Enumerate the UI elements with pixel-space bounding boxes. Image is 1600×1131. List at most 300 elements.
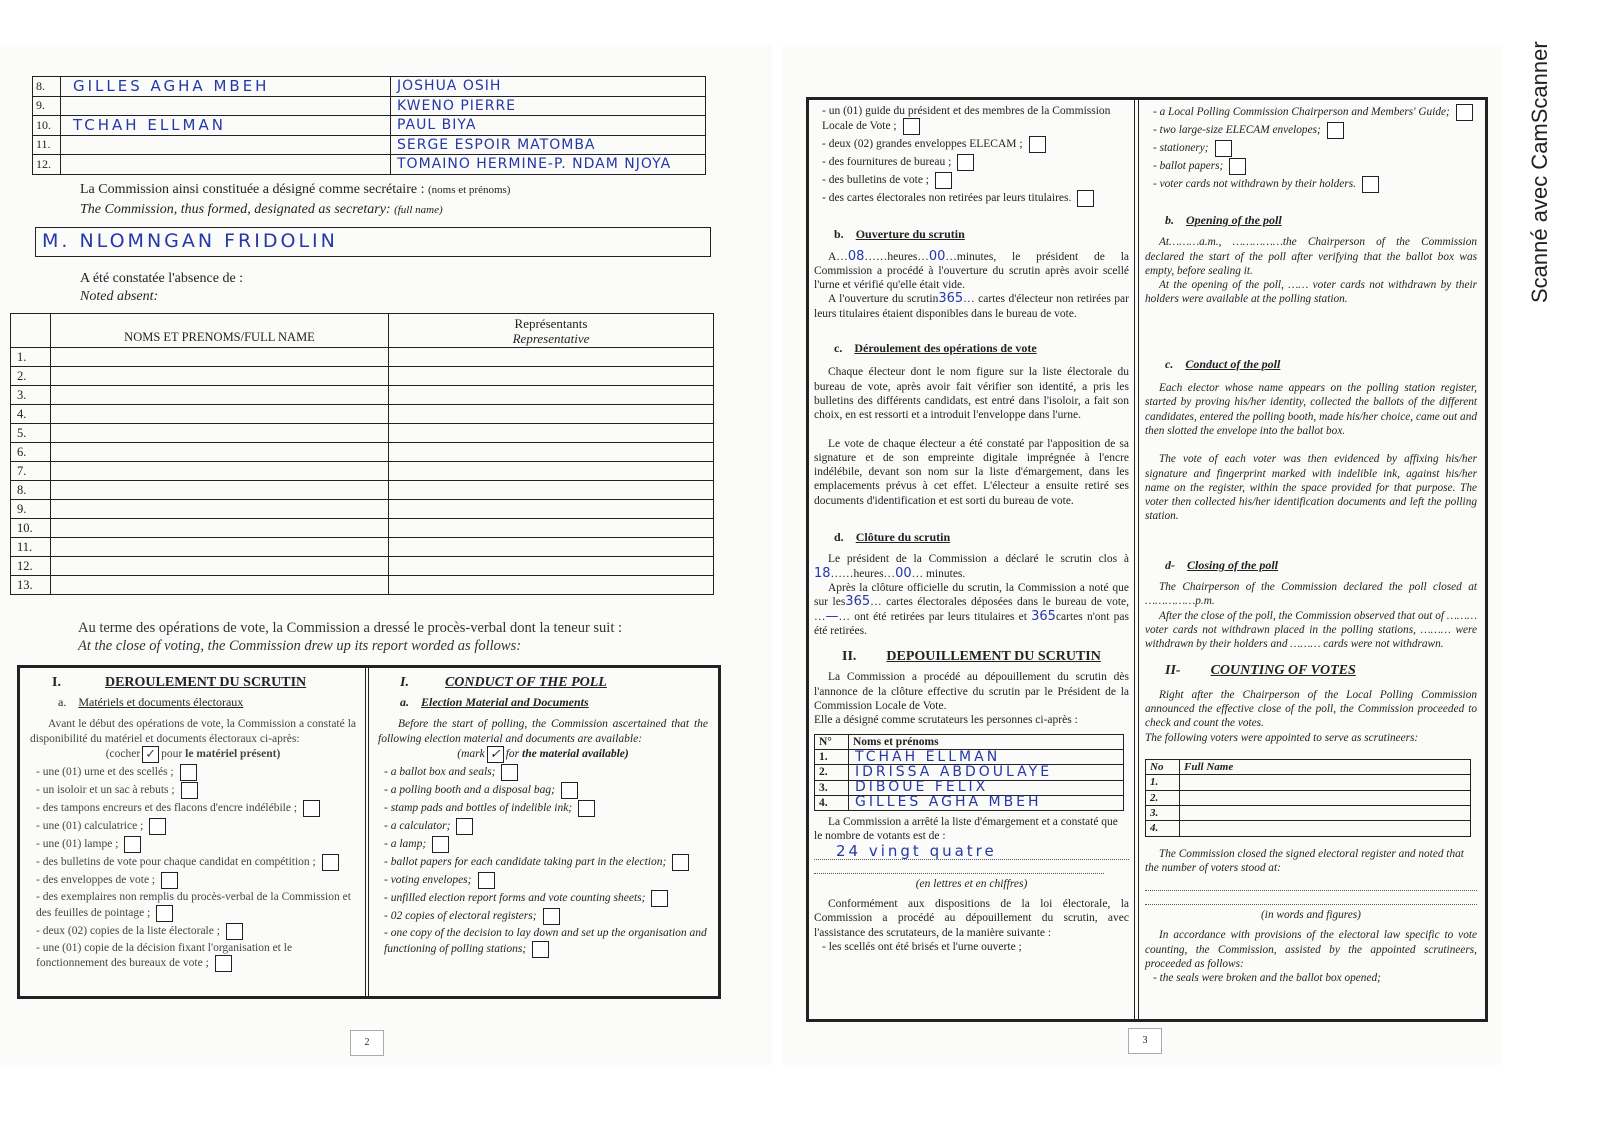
absent-row bbox=[11, 367, 714, 386]
text: ……heures… bbox=[864, 250, 929, 263]
material-item-label: - voting envelopes; bbox=[384, 874, 472, 887]
absent-name-cell[interactable] bbox=[51, 538, 389, 557]
material-item-label: - un (01) guide du président et des membres de la Commission Locale de Vote ; bbox=[822, 105, 1111, 133]
absent-name-cell[interactable] bbox=[51, 348, 389, 367]
scrutineers-label-fr: Elle a désigné comme scrutateurs les personnes ci-après : bbox=[814, 714, 1078, 727]
absent-label-en: Noted absent: bbox=[80, 289, 159, 304]
absent-col-rep-fr: Représentants bbox=[514, 315, 588, 331]
text: … ont été retirées par leurs titulaires et bbox=[838, 610, 1032, 623]
mark-hint: (cocher bbox=[105, 748, 141, 761]
absent-rep-cell[interactable] bbox=[389, 557, 714, 576]
members-table bbox=[32, 76, 706, 175]
seals-item-en: - the seals were broken and the ballot box opened; bbox=[1153, 972, 1381, 985]
material-checkbox[interactable] bbox=[1327, 122, 1344, 139]
material-checkbox[interactable] bbox=[1077, 190, 1094, 207]
conduct-en-column bbox=[370, 670, 716, 965]
material-item-label: - une (01) copie de la décision fixant l'organisation et le fonctionnement des bureaux de vote ; bbox=[36, 941, 293, 970]
material-list-en-cont bbox=[1145, 104, 1477, 193]
material-checkbox[interactable] bbox=[1029, 136, 1046, 153]
scrutineer-row bbox=[1146, 775, 1471, 790]
material-item-label: - des enveloppes de vote ; bbox=[36, 874, 156, 887]
counting-title-en: COUNTING OF VOTES bbox=[1210, 662, 1356, 678]
member-name[interactable]: GILLES AGHA MBEH bbox=[61, 77, 391, 97]
material-item-label: - des fournitures de bureau ; bbox=[822, 156, 952, 169]
absent-row bbox=[11, 405, 714, 424]
report-intro bbox=[78, 619, 622, 655]
material-item bbox=[36, 872, 356, 889]
absent-row bbox=[11, 424, 714, 443]
absent-name-cell[interactable] bbox=[51, 481, 389, 500]
counting-title-fr: DEPOUILLEMENT DU SCRUTIN bbox=[886, 649, 1101, 665]
absent-row bbox=[11, 443, 714, 462]
section-number: I. bbox=[52, 675, 61, 690]
representative-name[interactable]: KWENO PIERRE bbox=[391, 96, 706, 116]
material-item-label: - deux (02) grandes enveloppes ELECAM ; bbox=[822, 138, 1023, 151]
secretary-field[interactable] bbox=[35, 227, 711, 257]
material-checkbox[interactable] bbox=[672, 854, 689, 871]
secretary-label-en: The Commission, thus formed, designated as secretary: bbox=[80, 202, 391, 217]
absent-name-cell[interactable] bbox=[51, 519, 389, 538]
material-item bbox=[36, 818, 356, 835]
material-item-label: - voter cards not withdrawn by their holders. bbox=[1153, 178, 1356, 191]
text: Après la clôture officielle du scrutin, la Commission a noté que sur les bbox=[814, 581, 1129, 609]
scrutineer-name[interactable] bbox=[1180, 775, 1471, 790]
member-name[interactable] bbox=[61, 155, 391, 175]
member-name[interactable] bbox=[61, 135, 391, 155]
scrutineer-name[interactable] bbox=[1180, 805, 1471, 820]
opening-cards-en: At the opening of the poll, …… voter cards not withdrawn by their holders were available at the polling station. bbox=[1145, 279, 1477, 306]
row-number: 11. bbox=[33, 135, 61, 155]
secretary-label bbox=[80, 180, 510, 220]
material-checkbox[interactable] bbox=[149, 818, 166, 835]
mark-hint-bold: le matériel présent) bbox=[185, 748, 281, 761]
material-item bbox=[36, 854, 356, 871]
opening-hour: 08 bbox=[847, 248, 865, 264]
text: A… bbox=[828, 250, 848, 263]
scrutineer-row bbox=[815, 765, 1124, 780]
closing-text-en: The Chairperson of the Commission declared the poll closed at ……………p.m. bbox=[1145, 581, 1477, 608]
material-checkbox[interactable] bbox=[1456, 104, 1473, 121]
scrutineer-name[interactable]: DIBOUE FELIX bbox=[849, 780, 1124, 795]
absent-row bbox=[11, 519, 714, 538]
material-item bbox=[384, 890, 708, 907]
absent-rep-cell[interactable] bbox=[389, 576, 714, 595]
material-item bbox=[384, 818, 708, 835]
material-item-label: - stamp pads and bottles of indelible ink; bbox=[384, 802, 573, 815]
row-number: 9. bbox=[33, 96, 61, 116]
conduct-text-fr: Chaque électeur dont le nom figure sur la liste électorale du bureau de vote, après avoir fait vérifier son identité, a pris les bulletins des différents candidats, est entré dans l'isoloir, a fait son choix, en est ressorti et a introduit l'enveloppe dans l'urne. bbox=[814, 366, 1129, 422]
material-item bbox=[384, 836, 708, 853]
text: A l'ouverture du scrutin bbox=[828, 293, 939, 306]
row-number: 4. bbox=[815, 795, 849, 810]
material-item-label: - des bulletins de vote ; bbox=[822, 174, 929, 187]
counting-text-en: Right after the Chairperson of the Local Polling Commission announced the effective close of the poll, the Commission proceeded to check and count the votes. bbox=[1145, 688, 1477, 730]
closing-cards-fr bbox=[814, 581, 1129, 638]
scrutineer-name[interactable]: TCHAH ELLMAN bbox=[849, 749, 1124, 764]
scrutineers-label-en: The following voters were appointed to serve as scrutineers: bbox=[1145, 731, 1419, 744]
material-item bbox=[1153, 176, 1477, 193]
text: … cartes électorales déposées dans le bureau de vote, … bbox=[814, 596, 1129, 623]
row-number: 1. bbox=[815, 749, 849, 764]
conduct-text-en: Each elector whose name appears on the polling station register, started by proving his/her identity, collected the ballots of the different candidates, entered the polling booth, made his/her choice, came out and then slotted the envelope into the ballot box. bbox=[1145, 382, 1477, 437]
material-item-label: - deux (02) copies de la liste électorale ; bbox=[36, 924, 220, 937]
subsection-title-fr: Matériels et documents électoraux bbox=[78, 694, 244, 709]
absent-rep-cell[interactable] bbox=[389, 519, 714, 538]
opening-text-fr bbox=[814, 250, 1129, 293]
material-item-label: - des exemplaires non remplis du procès-verbal de la Commission et des feuilles de pointage ; bbox=[36, 891, 351, 919]
material-checkbox[interactable] bbox=[124, 836, 141, 853]
subsection-title-en: Election Material and Documents bbox=[421, 694, 589, 709]
col-name: Noms et prénoms bbox=[849, 734, 1124, 749]
absent-name-cell[interactable] bbox=[51, 557, 389, 576]
material-checkbox[interactable] bbox=[1229, 158, 1246, 175]
opening-title-en: Opening of the poll bbox=[1186, 213, 1282, 227]
intro-fr: Avant le début des opérations de vote, la Commission a constaté la disponibilité du matériel et documents électoraux ci-après: bbox=[30, 718, 356, 745]
conduct-title-en: Conduct of the poll bbox=[1185, 356, 1281, 371]
secretary-note-en: (full name) bbox=[394, 204, 443, 216]
opening-text-en: At………a.m., ……………the Chairperson of the Commission declared the start of the poll after verifying that the ballot box was empty, before sealing it. bbox=[1145, 236, 1477, 277]
voters-count-field[interactable] bbox=[814, 841, 1129, 860]
material-checkbox[interactable] bbox=[226, 923, 243, 940]
checkbox-checked-sample: ✓ bbox=[487, 746, 504, 763]
sub-letter: a. bbox=[58, 694, 67, 709]
material-item bbox=[822, 172, 1129, 189]
material-item bbox=[36, 923, 356, 940]
closing-cards-not-withdrawn: 365 bbox=[1031, 608, 1056, 624]
absent-name-cell[interactable] bbox=[51, 424, 389, 443]
mark-hint-for: for bbox=[505, 748, 520, 761]
secretary-name: M. NLOMNGAN FRIDOLIN bbox=[42, 230, 338, 252]
absent-rep-cell[interactable] bbox=[389, 405, 714, 424]
camscanner-watermark: Scanné avec CamScanner bbox=[1527, 41, 1552, 303]
material-checkbox[interactable] bbox=[215, 955, 232, 972]
row-number: 11. bbox=[11, 538, 51, 557]
row-number: 7. bbox=[11, 462, 51, 481]
scrutineer-row bbox=[815, 795, 1124, 810]
material-checkbox[interactable] bbox=[156, 905, 173, 922]
scrutineers-table-en bbox=[1145, 759, 1471, 836]
material-item-label: - une (01) lampe ; bbox=[36, 838, 119, 851]
material-checkbox[interactable] bbox=[561, 782, 578, 799]
material-item bbox=[822, 104, 1129, 135]
material-item bbox=[1153, 158, 1477, 175]
material-item bbox=[36, 941, 356, 973]
row-number: 4. bbox=[11, 405, 51, 424]
conduct-title-fr: Déroulement des opérations de vote bbox=[854, 341, 1037, 356]
scrutineer-name[interactable]: GILLES AGHA MBEH bbox=[849, 795, 1124, 810]
conformity-text-en: In accordance with provisions of the electoral law specific to vote counting, the Commission, assisted by the appointed scrutineers, proceeded as follows: bbox=[1145, 929, 1477, 970]
material-item-label: - a ballot box and seals; bbox=[384, 766, 496, 779]
material-checkbox[interactable] bbox=[181, 782, 198, 799]
absent-row bbox=[11, 462, 714, 481]
absent-name-cell[interactable] bbox=[51, 500, 389, 519]
text: … cartes d'électeur non retirées par leurs titulaires étaient disponibles dans le bureau de vote. bbox=[814, 293, 1129, 320]
material-item-label: - unfilled election report forms and vote counting sheets; bbox=[384, 892, 646, 905]
absent-rep-cell[interactable] bbox=[389, 462, 714, 481]
material-checkbox[interactable] bbox=[543, 908, 560, 925]
absent-rep-cell[interactable] bbox=[389, 424, 714, 443]
mark-hint-bold: the material available) bbox=[522, 748, 629, 761]
seals-item-fr: - les scellés ont été brisés et l'urne ouverte ; bbox=[822, 940, 1022, 953]
absent-name-cell[interactable] bbox=[51, 405, 389, 424]
scrutineer-row bbox=[815, 780, 1124, 795]
absent-name-cell[interactable] bbox=[51, 576, 389, 595]
absent-rep-cell[interactable] bbox=[389, 538, 714, 557]
row-number: 10. bbox=[33, 116, 61, 136]
section-number: II- bbox=[1165, 662, 1181, 678]
closing-text-fr bbox=[814, 552, 1129, 581]
material-checkbox[interactable] bbox=[935, 172, 952, 189]
material-checkbox[interactable] bbox=[903, 118, 920, 135]
sub-letter: b. bbox=[834, 227, 844, 242]
row-number: 2. bbox=[11, 367, 51, 386]
absent-name-cell[interactable] bbox=[51, 367, 389, 386]
material-item-label: - a lamp; bbox=[384, 838, 427, 851]
material-checkbox[interactable] bbox=[322, 854, 339, 871]
absent-name-cell[interactable] bbox=[51, 462, 389, 481]
representative-name[interactable]: TOMAINO HERMINE-P. NDAM NJOYA bbox=[391, 155, 706, 175]
voters-note-fr: (en lettres et en chiffres) bbox=[915, 877, 1028, 890]
row-number: 13. bbox=[11, 576, 51, 595]
absent-rep-cell[interactable] bbox=[389, 348, 714, 367]
material-checkbox[interactable] bbox=[478, 872, 495, 889]
material-checkbox[interactable] bbox=[180, 764, 197, 781]
sub-letter: c. bbox=[1165, 356, 1174, 371]
material-item bbox=[1153, 122, 1477, 139]
row-number: 3. bbox=[11, 386, 51, 405]
material-item bbox=[1153, 104, 1477, 121]
closing-cards-withdrawn: — bbox=[825, 608, 839, 624]
secretary-label-fr: La Commission ainsi constituée a désigné comme secrétaire : bbox=[80, 182, 425, 197]
material-item bbox=[822, 154, 1129, 171]
voters-count-value: 24 vingt quatre bbox=[836, 841, 997, 860]
material-checkbox[interactable] bbox=[1362, 176, 1379, 193]
row-number: 5. bbox=[11, 424, 51, 443]
secretary-note-fr: (noms et prénoms) bbox=[427, 184, 511, 196]
scrutineer-row bbox=[1146, 790, 1471, 805]
material-list-fr-cont bbox=[814, 104, 1129, 207]
opening-title-fr: Ouverture du scrutin bbox=[855, 227, 965, 242]
absent-row bbox=[11, 481, 714, 500]
member-row bbox=[33, 77, 706, 97]
report-intro-fr: Au terme des opérations de vote, la Commission a dressé le procès-verbal dont la teneur suit : bbox=[78, 620, 623, 636]
sub-letter: c. bbox=[834, 341, 843, 356]
opening-cards-fr bbox=[814, 292, 1129, 321]
row-number: 10. bbox=[11, 519, 51, 538]
material-item-label: - a calculator; bbox=[384, 820, 451, 833]
conformity-text-fr: Conformément aux dispositions de la loi électorale, la Commission a procédé au dépouillement du scrutin, avec l'assistance des scrutateurs, de la manière suivante : bbox=[814, 897, 1129, 939]
material-item-label: - 02 copies of electoral registers; bbox=[384, 910, 537, 923]
absent-rep-cell[interactable] bbox=[389, 500, 714, 519]
col-name: Full Name bbox=[1180, 760, 1471, 775]
material-checkbox[interactable] bbox=[578, 800, 595, 817]
material-item bbox=[36, 890, 356, 922]
material-item-label: - des cartes électorales non retirées par leurs titulaires. bbox=[822, 192, 1072, 205]
conduct-text2-en: The vote of each voter was then evidenced by affixing his/her signature and fingerprint marked with indelible ink, against his/her name on the register, within the space provided for that purpose. The voter then collected his/her identification documents and left the polling station. bbox=[1145, 453, 1477, 523]
material-checkbox[interactable] bbox=[532, 941, 549, 958]
material-item-label: - une (01) urne et des scellés ; bbox=[36, 766, 174, 779]
absent-rep-cell[interactable] bbox=[389, 481, 714, 500]
text: cartes n'ont pas été retirées. bbox=[814, 610, 1129, 637]
closing-title-fr: Clôture du scrutin bbox=[855, 530, 951, 545]
page-number: 3 bbox=[1128, 1028, 1162, 1054]
scrutineer-name[interactable] bbox=[1180, 790, 1471, 805]
mark-hint-for: pour bbox=[161, 748, 183, 761]
page-number: 2 bbox=[350, 1030, 384, 1056]
row-number: 9. bbox=[11, 500, 51, 519]
material-list-en bbox=[378, 764, 708, 958]
material-list-fr bbox=[30, 764, 356, 972]
material-item-label: - des bulletins de vote pour chaque candidat en compétition ; bbox=[36, 856, 316, 869]
absent-label-fr: A été constatée l'absence de : bbox=[80, 271, 244, 286]
col-no: N° bbox=[815, 734, 849, 749]
representative-name[interactable]: SERGE ESPOIR MATOMBA bbox=[391, 135, 706, 155]
material-item bbox=[36, 800, 356, 817]
opening-minutes: 00 bbox=[928, 248, 946, 264]
text: … minutes. bbox=[911, 567, 966, 580]
material-item-label: - un isoloir et un sac à rebuts ; bbox=[36, 784, 175, 797]
right-fr-column bbox=[810, 100, 1133, 957]
text: Le président de la Commission a déclaré le scrutin clos à bbox=[828, 553, 1129, 566]
material-item-label: - stationery; bbox=[1153, 142, 1209, 155]
scrutineer-name[interactable] bbox=[1180, 821, 1471, 836]
section-number: II. bbox=[842, 649, 857, 665]
member-row bbox=[33, 96, 706, 116]
row-number: 6. bbox=[11, 443, 51, 462]
col-no: No bbox=[1146, 760, 1180, 775]
report-intro-en: At the close of voting, the Commission drew up its report worded as follows: bbox=[78, 638, 522, 654]
closing-hour: 18 bbox=[814, 565, 831, 581]
absent-name-cell[interactable] bbox=[51, 386, 389, 405]
material-item bbox=[384, 908, 708, 925]
material-checkbox[interactable] bbox=[432, 836, 449, 853]
material-checkbox[interactable] bbox=[161, 872, 178, 889]
row-number: 8. bbox=[11, 481, 51, 500]
scrutineer-name[interactable]: IDRISSA ABDOULAYE bbox=[849, 765, 1124, 780]
material-item-label: - one copy of the decision to lay down and set up the organisation and functioning of polling stations; bbox=[384, 927, 707, 955]
material-item bbox=[384, 800, 708, 817]
material-item bbox=[36, 782, 356, 799]
absent-name-cell[interactable] bbox=[51, 443, 389, 462]
voters-note-en: (in words and figures) bbox=[1261, 909, 1361, 922]
member-name[interactable]: TCHAH ELLMAN bbox=[61, 116, 391, 136]
section-number: I. bbox=[400, 675, 409, 690]
material-item-label: - ballot papers for each candidate taking part in the election; bbox=[384, 856, 667, 869]
row-number: 2. bbox=[1146, 790, 1180, 805]
sub-letter: b. bbox=[1165, 213, 1174, 227]
absent-row bbox=[11, 348, 714, 367]
voters-text-en: The Commission closed the signed electoral register and noted that the number of voters stood at: bbox=[1145, 847, 1464, 874]
material-item bbox=[36, 764, 356, 781]
sub-letter: a. bbox=[400, 694, 409, 709]
representative-name[interactable]: PAUL BIYA bbox=[391, 116, 706, 136]
row-number: 12. bbox=[33, 155, 61, 175]
member-name[interactable] bbox=[61, 96, 391, 116]
material-item bbox=[384, 926, 708, 958]
row-number: 1. bbox=[11, 348, 51, 367]
voters-count-field-en[interactable] bbox=[1145, 875, 1477, 891]
scrutineer-row bbox=[815, 749, 1124, 764]
row-number: 12. bbox=[11, 557, 51, 576]
material-item-label: - ballot papers; bbox=[1153, 160, 1224, 173]
member-row bbox=[33, 155, 706, 175]
material-item bbox=[1153, 140, 1477, 157]
material-item bbox=[822, 136, 1129, 153]
absent-col-name: NOMS ET PRENOMS/FULL NAME bbox=[51, 314, 389, 348]
material-item-label: - a polling booth and a disposal bag; bbox=[384, 784, 555, 797]
material-checkbox[interactable] bbox=[456, 818, 473, 835]
right-en-column bbox=[1141, 100, 1481, 989]
intro-en: Before the start of polling, the Commission ascertained that the following election material and documents are available: bbox=[378, 718, 708, 745]
mark-hint: (mark bbox=[457, 748, 485, 761]
scrutineers-table-fr bbox=[814, 734, 1124, 811]
material-item bbox=[384, 782, 708, 799]
absent-row bbox=[11, 386, 714, 405]
row-number: 3. bbox=[1146, 805, 1180, 820]
scrutineer-row bbox=[1146, 821, 1471, 836]
conduct-fr-column bbox=[22, 670, 364, 979]
material-item bbox=[384, 872, 708, 889]
row-number: 1. bbox=[1146, 775, 1180, 790]
material-checkbox[interactable] bbox=[1215, 140, 1232, 157]
closing-cards-deposited: 365 bbox=[845, 594, 871, 610]
closing-title-en: Closing of the poll bbox=[1187, 557, 1279, 572]
material-item-label: - des tampons encreurs et des flacons d'encre indélébile ; bbox=[36, 802, 298, 815]
row-number: 2. bbox=[815, 765, 849, 780]
absent-row bbox=[11, 576, 714, 595]
section-title-en: CONDUCT OF THE POLL bbox=[444, 675, 607, 690]
absent-rep-cell[interactable] bbox=[389, 443, 714, 462]
material-item bbox=[384, 764, 708, 781]
absent-table bbox=[10, 313, 714, 595]
member-row bbox=[33, 116, 706, 136]
representative-name[interactable]: JOSHUA OSIH bbox=[391, 77, 706, 97]
sub-letter: d- bbox=[1165, 557, 1175, 572]
material-item-label: - a Local Polling Commission Chairperson and Members' Guide; bbox=[1153, 106, 1450, 119]
material-item bbox=[822, 190, 1129, 207]
absent-rep-cell[interactable] bbox=[389, 386, 714, 405]
material-checkbox[interactable] bbox=[957, 154, 974, 171]
scrutineer-row bbox=[1146, 805, 1471, 820]
absent-rep-cell[interactable] bbox=[389, 367, 714, 386]
row-number: 8. bbox=[33, 77, 61, 97]
material-checkbox[interactable] bbox=[303, 800, 320, 817]
material-item bbox=[36, 836, 356, 853]
checkbox-checked-sample: ✓ bbox=[142, 746, 159, 763]
section-title-fr: DEROULEMENT DU SCRUTIN bbox=[104, 675, 307, 690]
material-checkbox[interactable] bbox=[501, 764, 518, 781]
absent-row bbox=[11, 557, 714, 576]
material-item bbox=[384, 854, 708, 871]
absent-col-rep-en: Representative bbox=[512, 330, 590, 346]
voters-text-fr: La Commission a arrêté la liste d'émargement et a constaté que le nombre de votants est de : bbox=[814, 816, 1118, 843]
counting-text-fr: La Commission a procédé au dépouillement du scrutin dès l'annonce de la clôture effective du scrutin par le Président de la Commission Locale de Vote. bbox=[814, 671, 1129, 713]
text: ……heures… bbox=[830, 567, 896, 580]
absent-label bbox=[80, 270, 243, 306]
closing-cards-en: After the close of the poll, the Commission observed that out of ……… voter cards not withdrawn placed in the polling stations, ……… were withdrawn by their holders and ……… cards were not withdrawn. bbox=[1145, 609, 1477, 651]
member-row bbox=[33, 135, 706, 155]
sub-letter: d. bbox=[834, 530, 844, 545]
absent-row bbox=[11, 500, 714, 519]
row-number: 3. bbox=[815, 780, 849, 795]
conduct-text2-fr: Le vote de chaque électeur a été constaté par l'apposition de sa signature et de son empreinte digitale imprégnée à l'encre indélébile, devant son nom sur la liste d'émargement, dans les emplacements prévus à cet effet. L'électeur a ensuite retiré ses documents d'identification et est sorti du bureau de vote. bbox=[814, 437, 1129, 507]
absent-row bbox=[11, 538, 714, 557]
material-checkbox[interactable] bbox=[651, 890, 668, 907]
material-item-label: - une (01) calculatrice ; bbox=[36, 820, 144, 833]
text: …minutes, le président de la Commission a procédé à l'ouverture du scrutin après avoir scellé l'urne et vérifié qu'elle était vide. bbox=[814, 250, 1129, 292]
material-item-label: - two large-size ELECAM envelopes; bbox=[1153, 124, 1321, 137]
closing-minutes: 00 bbox=[895, 565, 912, 581]
